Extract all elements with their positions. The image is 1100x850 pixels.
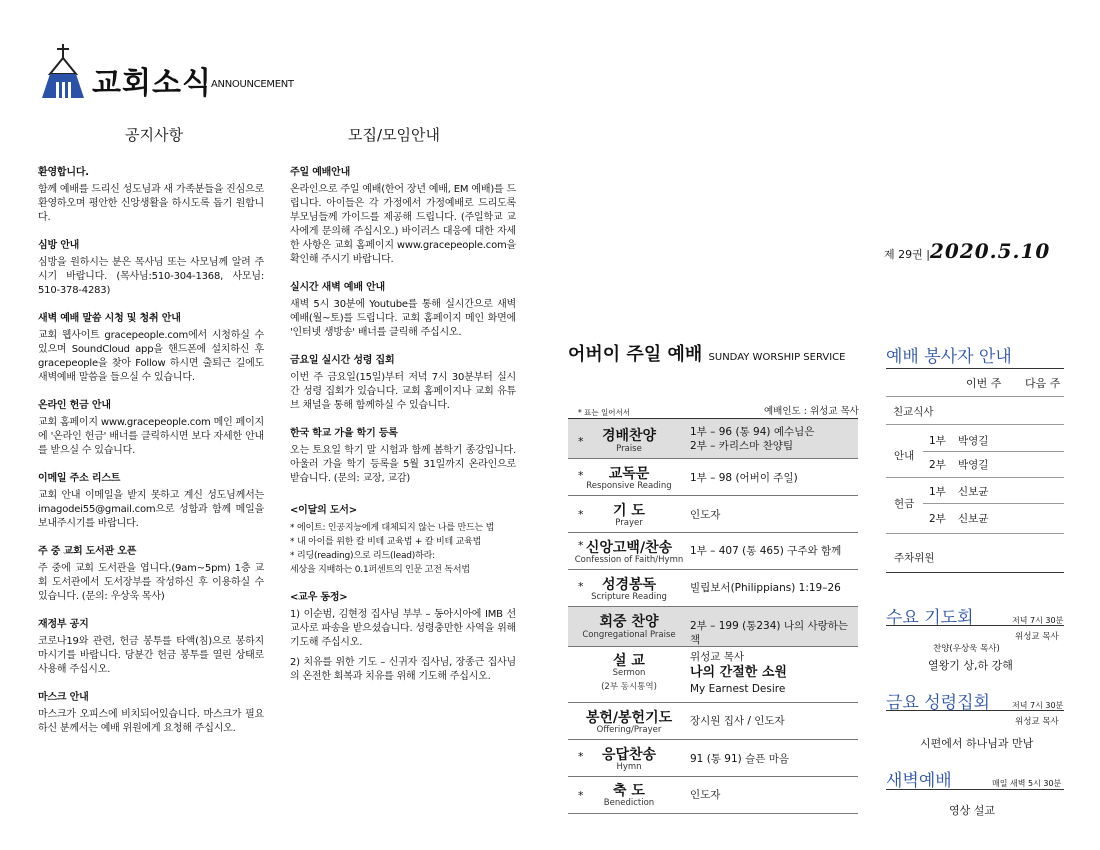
servers-welcome: 친교식사 [893, 406, 934, 418]
friday-title: 금요 성령집회 [886, 693, 990, 713]
notice-body: 교회 안내 이메일을 받지 못하고 계신 성도님께서는 imagodei55@gmail.com으로 성함과 함께 메일을 보내주시기를 바랍니다. [38, 490, 264, 529]
servers-head-rule [886, 396, 1064, 397]
dawn-title: 새벽예배 [886, 771, 952, 791]
notice-title: 환영합니다. [38, 167, 89, 178]
order-name-en: Offering/Prayer [596, 725, 662, 735]
order-name-en: Confession of Faith/Hymn [574, 555, 684, 565]
friday-rule [886, 710, 1064, 711]
order-row [568, 647, 858, 703]
stand-mark: * [578, 539, 584, 552]
order-detail-line: 2부 – 199 (통234) 나의 사랑하는 책 [690, 620, 849, 646]
order-detail [690, 425, 814, 453]
meeting-title: 실시간 새벽 예배 안내 [290, 282, 385, 293]
servers-bottom-rule [886, 572, 1064, 573]
servers-usher-2-name: 박영길 [958, 459, 989, 471]
stand-mark: * [578, 750, 584, 763]
order-detail [690, 752, 789, 766]
order-row [568, 740, 858, 777]
service-title [568, 340, 845, 366]
notices-heading: 공지사항 [125, 126, 183, 144]
page-title: 교회소식 [92, 66, 212, 101]
wednesday-rule [886, 625, 1064, 626]
bulletin-date: 2020.5.10 [930, 239, 1051, 263]
meeting-body: 새벽 5시 30분에 Youtube를 통해 실시간으로 새벽 예배(월~토)를 드립니다. 교회 홈페이지 메인 화면에 '인터넷 생방송' 배너를 클릭해 주십시오. [290, 299, 516, 338]
meeting-title: 금요일 실시간 성령 집회 [290, 355, 395, 366]
order-name-en: Praise [616, 444, 642, 454]
order-detail [690, 471, 798, 485]
meetings-column [290, 152, 516, 684]
friday-leader: 위성교 목사 [1015, 717, 1059, 727]
meeting-body: 온라인으로 주일 예배(한어 장년 예배, EM 예배)를 드립니다. 아이들은 각 가정에서 가정예배로 드리도록 부모님들께 가이드를 제공해 드립니다. (주일학교 교사에게 문의해 주십시오.) 바이러스 대응에 대한 자세한 사항은 교회 홈페이지 www.gracepeople.com을 확인해 주시기 바랍니다. [290, 184, 516, 265]
stand-mark: * [578, 435, 584, 448]
notice-title: 심방 안내 [38, 240, 80, 251]
book-line: * 리딩(reading)으로 리드(lead)하라: [290, 551, 435, 561]
order-name: 경배찬양 [601, 428, 657, 444]
servers-usher-1-name: 박영길 [958, 435, 989, 447]
order-row [568, 459, 858, 496]
notice-body: 심방을 원하시는 분은 목사님 또는 사모님께 알려 주시기 바랍니다. (목사님:510-304-1368, 사모님: 510-378-4283) [38, 257, 264, 296]
order-detail-line: 나의 간절한 소원 [690, 665, 787, 680]
notice-title: 마스크 안내 [38, 692, 89, 703]
notice-body: 주 중에 교회 도서관을 엽니다.(9am~5pm) 1층 교회 도서관에서 도서장부를 작성하신 후 이용하실 수 있습니다. (문의: 우상욱 목사) [38, 563, 264, 602]
servers-parking: 주차위원 [894, 552, 935, 564]
order-detail-line: My Earnest Desire [690, 683, 786, 695]
order-name-en: Hymn [616, 762, 642, 772]
stand-mark: * [578, 469, 584, 482]
order-detail-line: 91 (통 91) 슬픈 마음 [690, 753, 789, 765]
stand-note: * 표는 일어서서 [578, 408, 630, 417]
meeting-body: 오는 토요일 학기 말 시험과 함께 봄학기 종강입니다. 아울러 가을 학기 등록을 5월 31일까지 온라인으로 받습니다. (문의: 교장, 교감) [290, 445, 516, 484]
order-name-en: Sermon [612, 668, 646, 678]
notices-column [38, 152, 264, 736]
page-subtitle: ANNOUNCEMENT [211, 79, 294, 90]
order-name: 설 교 [613, 653, 645, 669]
friday-content: 시편에서 하나님과 만남 [920, 737, 1034, 750]
wednesday-leader: 위성교 목사 [1015, 632, 1059, 642]
servers-top-rule [886, 368, 1064, 369]
meetings-heading: 모집/모임안내 [348, 126, 440, 144]
order-row [568, 533, 858, 570]
order-detail [690, 508, 720, 522]
order-detail [690, 544, 841, 558]
notice-title: 새벽 예배 말씀 시청 및 청취 안내 [38, 313, 181, 324]
order-name: 교독문 [608, 466, 650, 482]
servers-offering-2: 2부 [929, 513, 946, 525]
notice-body: 교회 웹사이트 gracepeople.com에서 시청하실 수 있으며 SoundCloud app을 핸드폰에 설치하신 후 gracepeople을 찾아 Follow 하시면 출퇴근 길에도 새벽예배 말씀을 들으실 수 있습니다. [38, 330, 264, 383]
order-detail-line: 빌립보서(Philippians) 1:19–26 [690, 582, 841, 594]
stand-mark: * [578, 508, 584, 521]
order-detail-line: 2부 – 카리스마 찬양팀 [690, 440, 794, 452]
order-detail [690, 619, 858, 647]
order-row [568, 419, 858, 459]
notice-body: 마스크가 오피스에 비치되어있습니다. 마스크가 필요하신 분께서는 예배 위원에게 요청해 주십시오. [38, 709, 264, 734]
order-detail-line: 인도자 [690, 509, 721, 521]
order-detail [690, 581, 841, 595]
order-detail [690, 788, 720, 802]
order-name: 기 도 [613, 503, 645, 519]
notice-title: 이메일 주소 리스트 [38, 473, 121, 484]
servers-rule [886, 424, 1064, 425]
wednesday-title: 수요 기도회 [886, 608, 974, 628]
order-row [568, 496, 858, 533]
church-icon [40, 42, 86, 100]
friday-time: 저녁 7시 30분 [1012, 701, 1064, 710]
order-name: 신앙고백/찬송 [585, 540, 673, 556]
servers-rule [923, 451, 1064, 452]
notice-title: 재정부 공지 [38, 619, 89, 630]
notice-body: 교회 홈페이지 www.gracepeople.com 메인 페이지에 '온라인 헌금' 배너를 클릭하시면 보다 자세한 안내를 받으실 수 있습니다. [38, 417, 264, 456]
dawn-content: 영상 설교 [949, 804, 996, 817]
order-name: 회중 찬양 [599, 614, 659, 630]
servers-offering-1-name: 신보균 [958, 486, 989, 498]
order-name-en: Congregational Praise [582, 630, 676, 640]
order-name: 성경봉독 [601, 577, 657, 593]
service-leader: 예배인도 : 위성교 목사 [764, 406, 859, 417]
servers-rule [886, 477, 1064, 478]
servers-usher: 안내 [894, 450, 915, 462]
order-detail-line: 위성교 목사 [690, 651, 745, 663]
order-detail [690, 650, 787, 696]
news-item: 2) 치유를 위한 기도 – 신귀자 집사님, 장종근 집사님의 온전한 회복과 치유를 위해 기도해 주십시오. [290, 657, 516, 682]
servers-col-next: 다음 주 [1025, 377, 1061, 390]
dawn-time: 매일 새벽 5시 30분 [992, 779, 1062, 788]
order-detail-line: 1부 – 96 (통 94) 예수님은 [690, 426, 815, 438]
order-name-note: (2부 동시통역) [601, 682, 657, 692]
service-title-ko: 어버이 주일 예배 [568, 344, 703, 365]
order-name: 응답찬송 [601, 747, 657, 763]
order-detail-line: 인도자 [690, 789, 721, 801]
stand-mark: * [578, 580, 584, 593]
servers-rule [886, 533, 1064, 534]
servers-offering-1: 1부 [929, 486, 946, 498]
order-name: 축 도 [613, 783, 645, 799]
notice-body: 코로나19와 관련, 헌금 봉투를 타액(침)으로 봉하지 마시기를 바랍니다. 당분간 헌금 봉투를 열린 상태로 사용해 주십시오. [38, 636, 264, 675]
servers-col-this: 이번 주 [966, 377, 1002, 390]
book-line: 세상을 지배하는 0.1퍼센트의 인문 고전 독서법 [290, 565, 470, 575]
wednesday-leader2: 찬양(우상욱 목사) [933, 644, 1000, 654]
order-row [568, 777, 858, 814]
notice-body: 함께 예배를 드리신 성도님과 새 가족분들을 진심으로 환영하오며 평안한 신앙생활을 하시도록 돕기 원합니다. [38, 184, 264, 223]
order-row [568, 703, 858, 740]
news-item: 1) 이순범, 김현정 집사님 부부 – 동아시아에 IMB 선교사로 파송을 받으셨습니다. 성령충만한 사역을 위해 기도해 주십시오. [290, 609, 516, 648]
servers-usher-1: 1부 [929, 435, 946, 447]
book-line: * 내 아이를 위한 칼 비테 교육법 + 칼 비테 교육법 [290, 537, 482, 547]
order-name-en: Prayer [615, 518, 643, 528]
notice-title: 온라인 헌금 안내 [38, 400, 111, 411]
order-row [568, 607, 858, 647]
servers-offering-2-name: 신보균 [958, 513, 989, 525]
meeting-body: 이번 주 금요일(15일)부터 저녁 7시 30분부터 실시간 성령 집회가 있습니다. 교회 홈페이지나 교회 유튜브 채널을 통해 함께하실 수 있습니다. [290, 372, 516, 411]
notice-title: 주 중 교회 도서관 오픈 [38, 546, 137, 557]
order-detail [690, 714, 785, 728]
service-title-en: SUNDAY WORSHIP SERVICE [708, 352, 846, 363]
news-title: <교우 동정> [290, 592, 348, 603]
order-name-en: Scripture Reading [591, 592, 667, 602]
dawn-rule [886, 789, 1064, 790]
order-detail-line: 장시원 집사 / 인도자 [690, 715, 785, 727]
order-name: 봉헌/봉헌기도 [585, 710, 673, 726]
order-detail-line: 1부 – 98 (어버이 주일) [690, 472, 798, 484]
stand-mark: * [578, 789, 584, 802]
wednesday-time: 저녁 7시 30분 [1012, 616, 1064, 625]
servers-offering: 헌금 [894, 498, 915, 510]
wednesday-content: 열왕기 상,하 강해 [928, 659, 1013, 672]
meeting-title: 주일 예배안내 [290, 167, 351, 178]
order-detail-line: 1부 – 407 (통 465) 구주와 함께 [690, 545, 842, 557]
books-title: <이달의 도서> [290, 505, 357, 516]
order-name-en: Responsive Reading [586, 481, 672, 491]
meeting-title: 한국 학교 가을 학기 등록 [290, 428, 398, 439]
servers-rule [923, 503, 1064, 504]
order-row [568, 570, 858, 607]
order-name-en: Benediction [603, 798, 655, 808]
servers-title: 예배 봉사자 안내 [886, 347, 1012, 367]
servers-usher-2: 2부 [929, 459, 946, 471]
book-line: * 에이트: 인공지능에게 대체되지 않는 나를 만드는 법 [290, 523, 495, 533]
issue-number: 제 29권 | [884, 248, 930, 261]
